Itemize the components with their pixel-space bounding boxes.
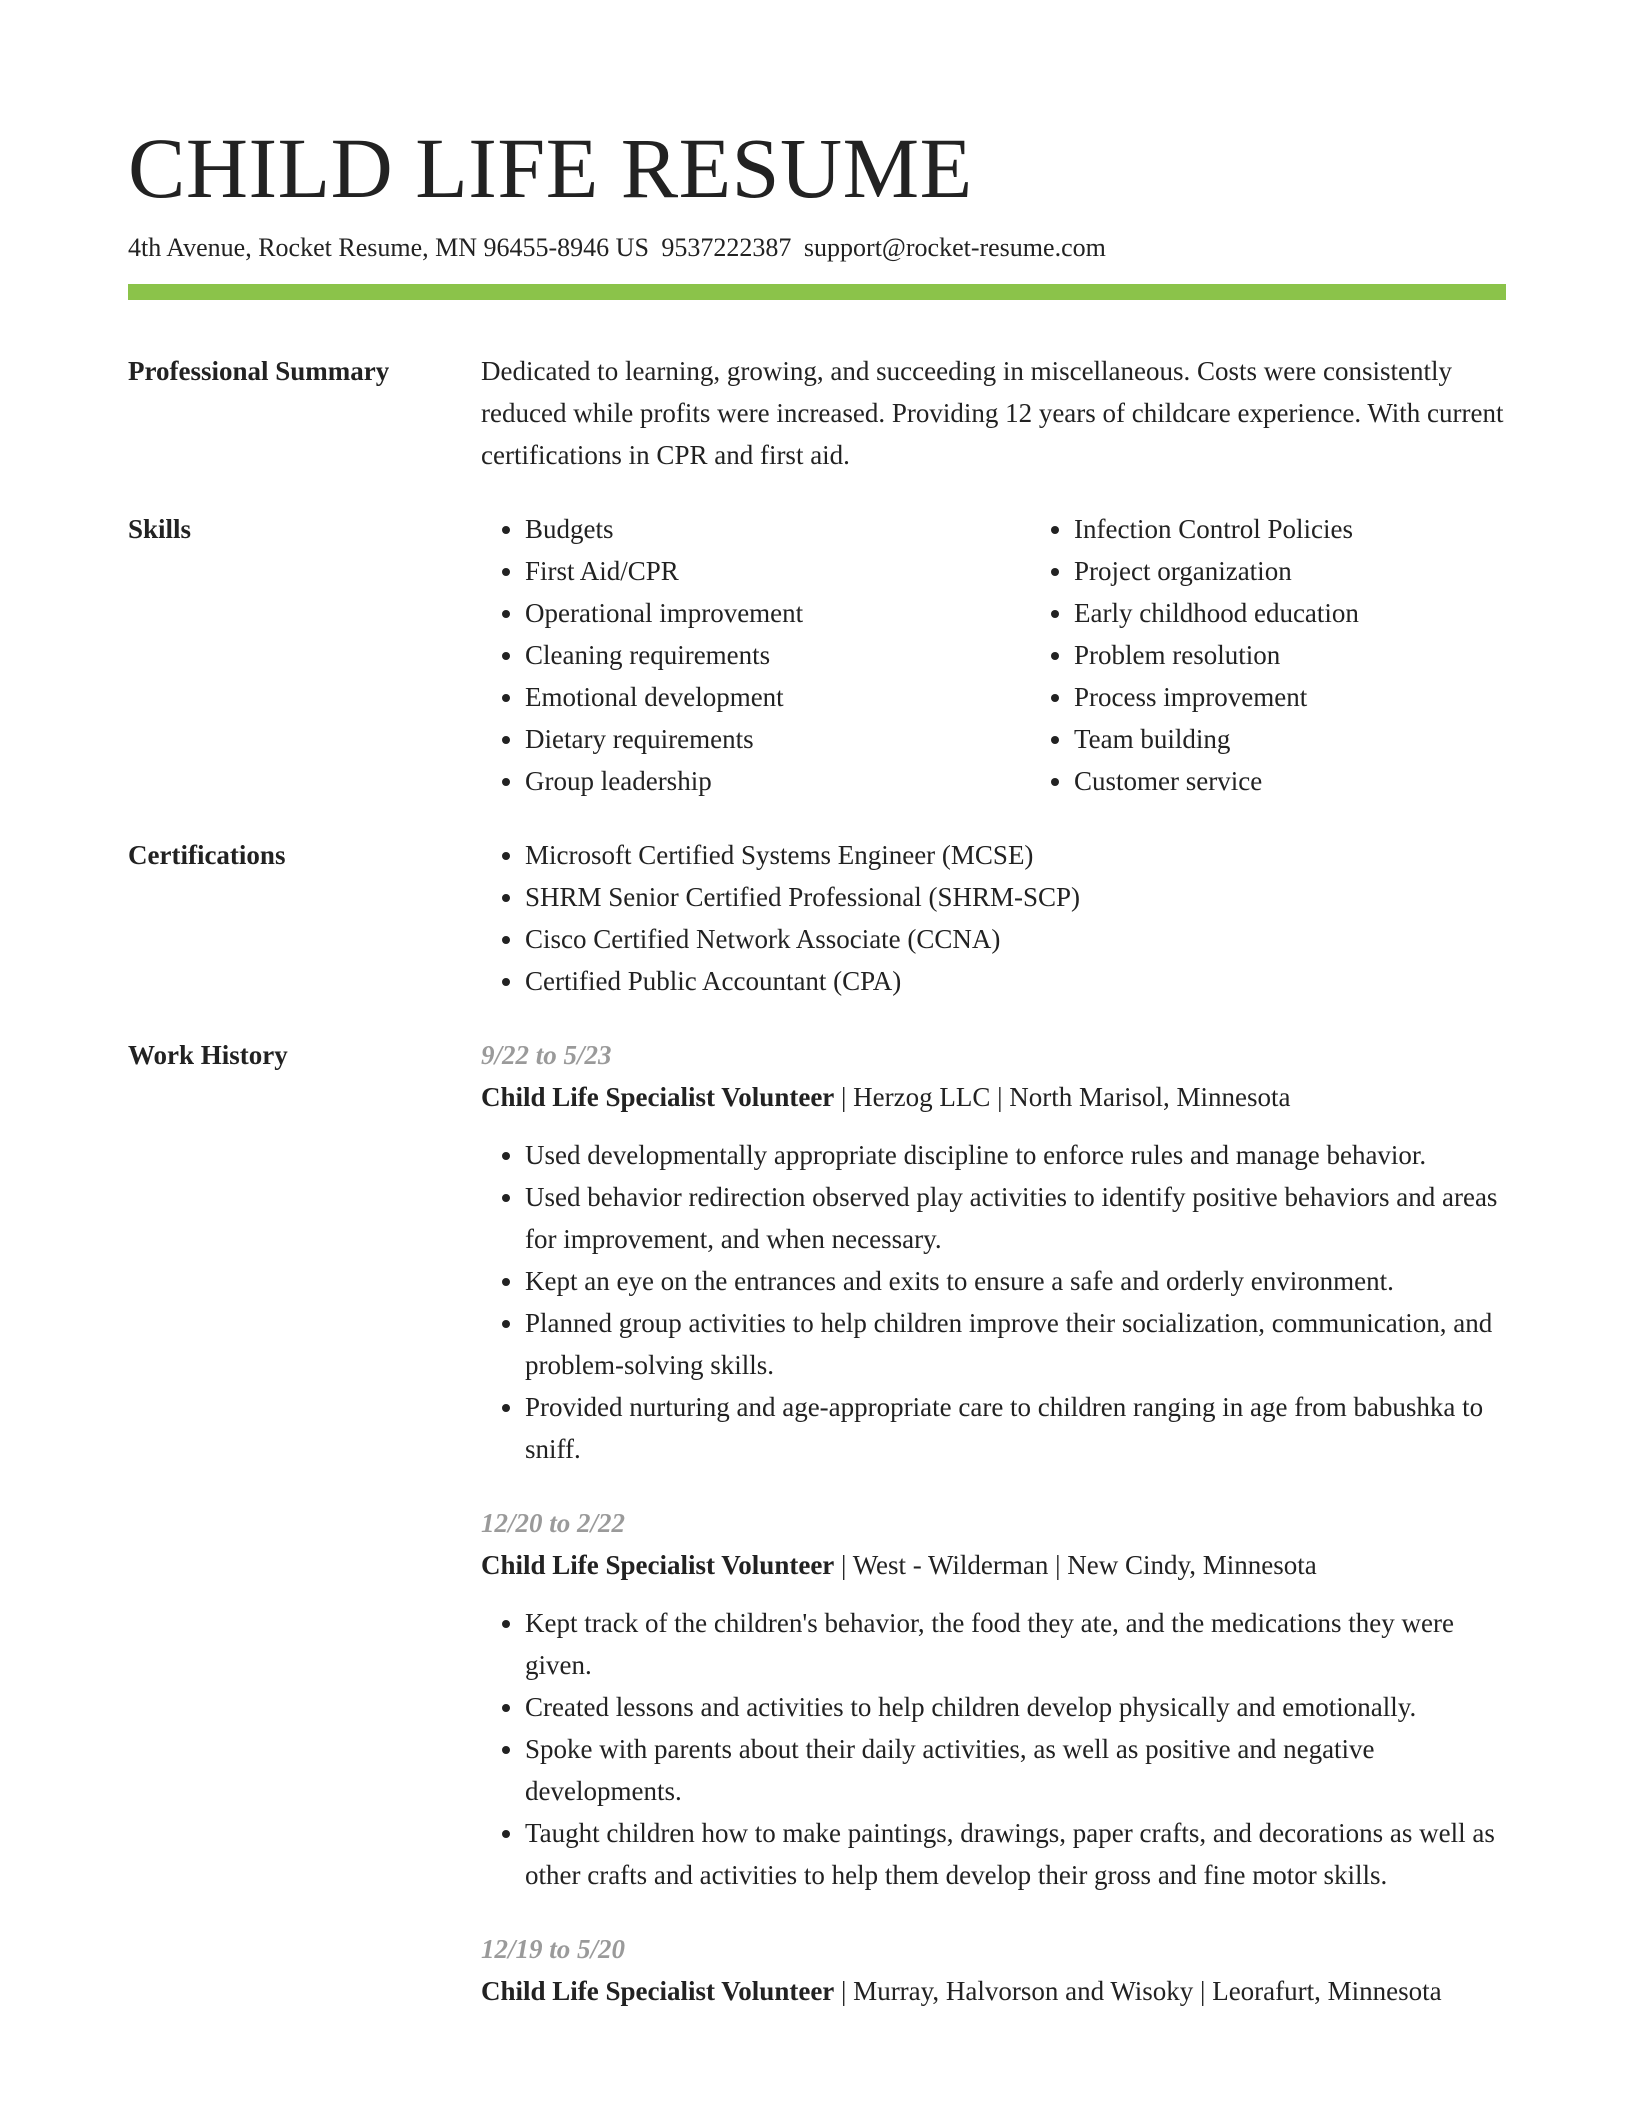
job-bullet: • Provided nurturing and age-appropriate care to children ranging in age from babushka to sniff. (525, 1386, 1506, 1470)
job-heading (481, 1076, 1506, 1118)
job-details: | Herzog LLC | North Marisol, Minnesota (834, 1082, 1291, 1112)
job-dates: 12/20 to 2/22 (481, 1508, 626, 1538)
certification-item: • Certified Public Accountant (CPA) (525, 960, 1506, 1002)
contact-phone: 9537222387 (661, 233, 792, 262)
skill-item: • Infection Control Policies (1074, 508, 1579, 550)
contact-line (128, 230, 1506, 266)
job-dates: 12/19 to 5/20 (481, 1934, 626, 1964)
skills-column-right (1030, 508, 1579, 802)
certification-item: • SHRM Senior Certified Professional (SHRM-SCP) (525, 876, 1506, 918)
job-bullet: • Kept track of the children's behavior, the food they ate, and the medications they were given. (525, 1602, 1506, 1686)
skill-item: • Cleaning requirements (525, 634, 1030, 676)
certification-item: • Cisco Certified Network Associate (CCNA) (525, 918, 1506, 960)
job-heading (481, 1544, 1506, 1586)
certification-list (481, 834, 1506, 1002)
job-details: | West - Wilderman | New Cindy, Minnesota (834, 1550, 1317, 1580)
job-bullet: • Created lessons and activities to help children develop physically and emotionally. (525, 1686, 1506, 1728)
skill-item: • Budgets (525, 508, 1030, 550)
skill-item: • Dietary requirements (525, 718, 1030, 760)
job-bullet: • Used behavior redirection observed play activities to identify positive behaviors and areas for improvement, and when necessary. (525, 1176, 1506, 1260)
job-bullet: • Taught children how to make paintings, drawings, paper crafts, and decorations as well as other crafts and activities to help them develop their gross and fine motor skills. (525, 1812, 1506, 1896)
job-bullets (481, 1134, 1506, 1470)
header-divider (128, 284, 1506, 300)
skill-item: • Operational improvement (525, 592, 1030, 634)
skill-item: • Early childhood education (1074, 592, 1579, 634)
skill-item: • Team building (1074, 718, 1579, 760)
section-skills (128, 508, 1506, 802)
section-body (481, 834, 1506, 1002)
job-bullet: • Spoke with parents about their daily activities, as well as positive and negative developments. (525, 1728, 1506, 1812)
job-entry (481, 1502, 1506, 1896)
skill-item: • Emotional development (525, 676, 1030, 718)
certification-item: • Microsoft Certified Systems Engineer (MCSE) (525, 834, 1506, 876)
job-details: | Murray, Halvorson and Wisoky | Leorafurt, Minnesota (834, 1976, 1442, 2006)
section-body (481, 1034, 1506, 2012)
skill-item: • Problem resolution (1074, 634, 1579, 676)
resume-title: CHILD LIFE RESUME (128, 120, 973, 216)
job-title: Child Life Specialist Volunteer (481, 1550, 835, 1580)
section-certifications (128, 834, 1506, 1002)
section-professional-summary (128, 350, 1506, 476)
contact-address: 4th Avenue, Rocket Resume, MN 96455-8946 US (128, 233, 649, 262)
resume-page (128, 118, 1506, 2012)
job-entry (481, 1034, 1506, 1470)
skills-column-left (481, 508, 1030, 802)
skill-item: • First Aid/CPR (525, 550, 1030, 592)
job-title: Child Life Specialist Volunteer (481, 1082, 835, 1112)
contact-email: support@rocket-resume.com (803, 233, 1106, 262)
summary-text: Dedicated to learning, growing, and succeeding in miscellaneous. Costs were consistently reduced while profits were increased. Providing 12 years of childcare experience. With current certifications in CPR and first aid. (481, 356, 1504, 470)
skill-item: • Process improvement (1074, 676, 1579, 718)
job-title: Child Life Specialist Volunteer (481, 1976, 835, 2006)
job-dates: 9/22 to 5/23 (481, 1040, 612, 1070)
skills-grid (481, 508, 1579, 802)
section-label: Skills (128, 514, 192, 544)
section-label: Certifications (128, 840, 286, 870)
section-body (481, 350, 1506, 476)
section-work-history (128, 1034, 1506, 2012)
section-label: Professional Summary (128, 356, 390, 386)
job-bullet: • Kept an eye on the entrances and exits to ensure a safe and orderly environment. (525, 1260, 1506, 1302)
skill-item: • Project organization (1074, 550, 1579, 592)
section-label: Work History (128, 1040, 288, 1070)
job-bullets (481, 1602, 1506, 1896)
job-entry (481, 1928, 1506, 2012)
skill-item: • Customer service (1074, 760, 1579, 802)
job-bullet: • Used developmentally appropriate discipline to enforce rules and manage behavior. (525, 1134, 1506, 1176)
job-bullet: • Planned group activities to help children improve their socialization, communication, and problem-solving skills. (525, 1302, 1506, 1386)
job-heading (481, 1970, 1506, 2012)
skill-item: • Group leadership (525, 760, 1030, 802)
